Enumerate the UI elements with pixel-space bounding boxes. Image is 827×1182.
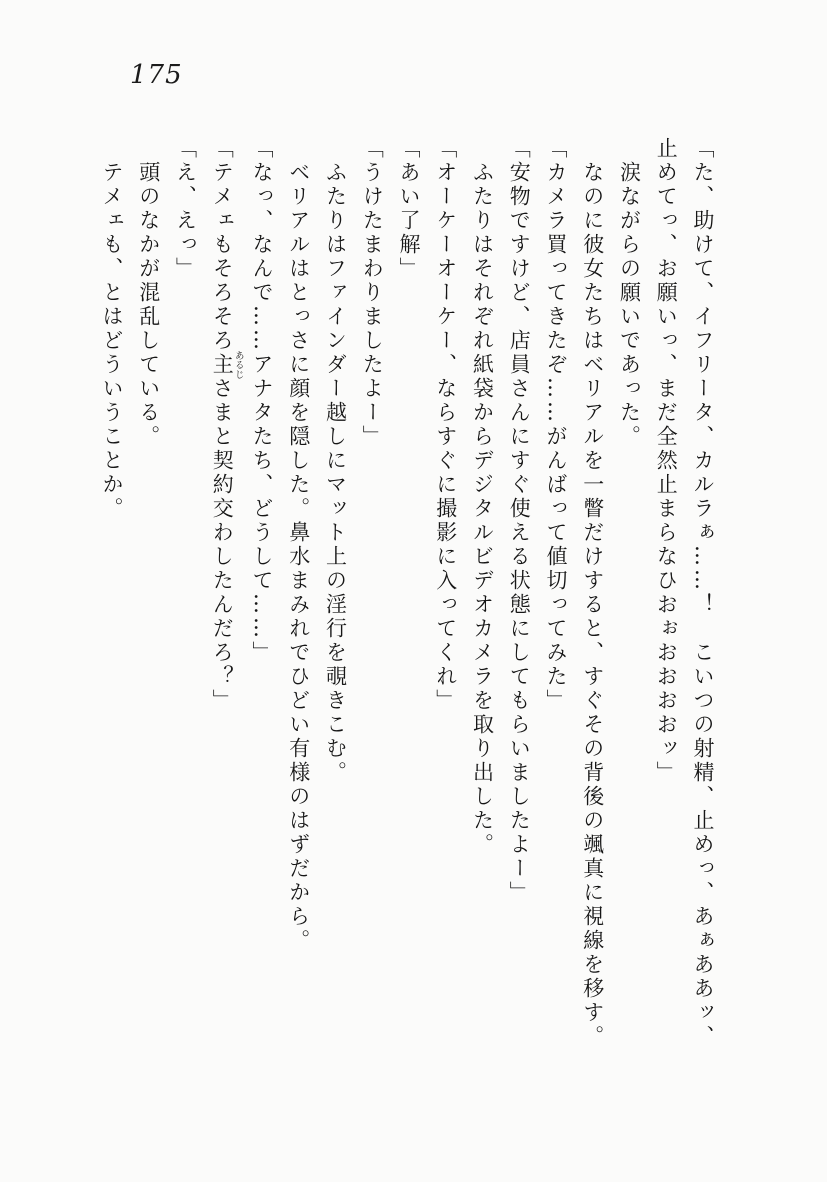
ruby-base: 主	[210, 350, 235, 380]
text-line: ふたりはファインダー越しにマット上の淫行を覗きこむ。	[323, 161, 348, 785]
text-segment: 「テメェもそろそろ	[210, 137, 235, 353]
text-line: 「カメラ買ってきたぞ……がんばって値切ってみた」	[544, 137, 568, 713]
text-line: 「え、えっ」	[173, 137, 198, 281]
text-line: 止めてっ、お願いっ、まだ全然止まらなひおぉおおおおッ」	[654, 137, 679, 785]
text-line: 頭のなかが混乱している。	[136, 161, 161, 449]
text-line: ふたりはそれぞれ紙袋からデジタルビデオカメラを取り出した。	[470, 161, 495, 857]
novel-text-block	[93, 137, 721, 1067]
text-segment: さまと契約交わしたんだろ？」	[210, 377, 235, 713]
text-line: なのに彼女たちはベリアルを一瞥だけすると、すぐその背後の颯真に視線を移す。	[580, 161, 605, 1049]
text-line: 涙ながらの願いであった。	[617, 161, 642, 449]
text-line: 「あい了解」	[397, 137, 421, 281]
text-line: ベリアルはとっさに顔を隠した。鼻水まみれでひどい有様のはずだから。	[286, 161, 311, 953]
text-line: 「うけたまわりましたよー」	[360, 137, 385, 449]
text-line: 「安物ですけど、店員さんにすぐ使える状態にしてもらいましたよー」	[507, 137, 532, 905]
text-line: 「なっ、なんで……アナタたち、どうして……」	[250, 137, 274, 665]
text-line	[204, 137, 244, 1067]
ruby-annotated-word	[210, 350, 244, 380]
page-number: 175	[130, 60, 183, 90]
text-line: 「た、助けて、イフリータ、カルラぁ……！ こいつの射精、止めっ、あぁああッ、	[691, 137, 715, 1049]
text-line: テメェも、とはどういうことか。	[100, 161, 124, 521]
ruby-furigana: あるじ	[232, 350, 244, 380]
text-line: 「オーケーオーケー、ならすぐに撮影に入ってくれ」	[433, 137, 458, 713]
